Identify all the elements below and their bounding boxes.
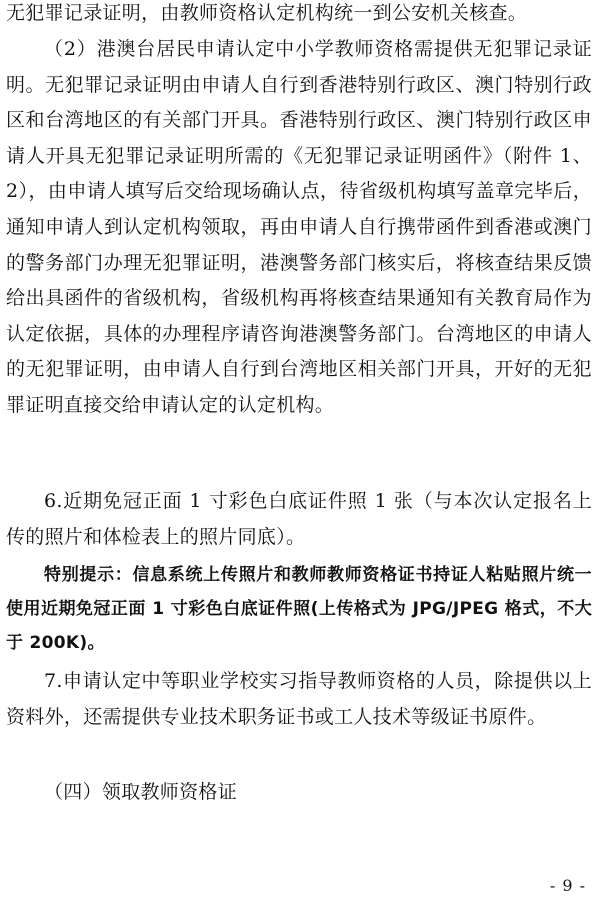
paragraph-special-notice: 特别提示：信息系统上传照片和教师教师资格证书持证人粘贴照片统一使用近期免冠正面 1 寸彩色白底证件照(上传格式为 JPG/JPEG 格式，不大于 200K)。 [6, 565, 592, 653]
paragraph-vocational-instructor-requirement: 7.申请认定中等职业学校实习指导教师资格的人员，除提供以上资料外，还需提供专业技术职务证书或工人技术等级证书原件。 [6, 670, 592, 728]
paragraph-hk-macao-taiwan-requirement: （2）港澳台居民申请认定中小学教师资格需提供无犯罪记录证明。无犯罪记录证明由申请人自行到香港特别行政区、澳门特别行政区和台湾地区的有关部门开具。香港特别行政区、澳门特别行政区申请人开具无犯罪记录证明所需的《无犯罪记录证明函件》（附件 1、2），由申请人填写后交给现场确认点，待省级机构填写盖章完毕后，通知申请人到认定机构领取，再由申请人自行携带函件到香港或澳门的警务部门办理无犯罪证明，港澳警务部门核实后，将核查结果反馈给出具函件的省级机构，省级机构再将核查结果通知有关教育局作为认定依据，具体的办理程序请咨询港澳警务部门。台湾地区的申请人的无犯罪证明，由申请人自行到台湾地区相关部门开具，开好的无犯罪证明直接交给申请认定的认定机构。 [6, 38, 592, 416]
paragraph-photo-requirement: 6.近期免冠正面 1 寸彩色白底证件照 1 张（与本次认定报名上传的照片和体检表上的照片同底）。 [6, 490, 592, 548]
page-number: - 9 - [549, 876, 586, 895]
section-heading-collect-certificate: （四）领取教师资格证 [44, 781, 238, 803]
paragraph-criminal-record-verification: 无犯罪记录证明，由教师资格认定机构统一到公安机关核查。 [6, 2, 528, 24]
